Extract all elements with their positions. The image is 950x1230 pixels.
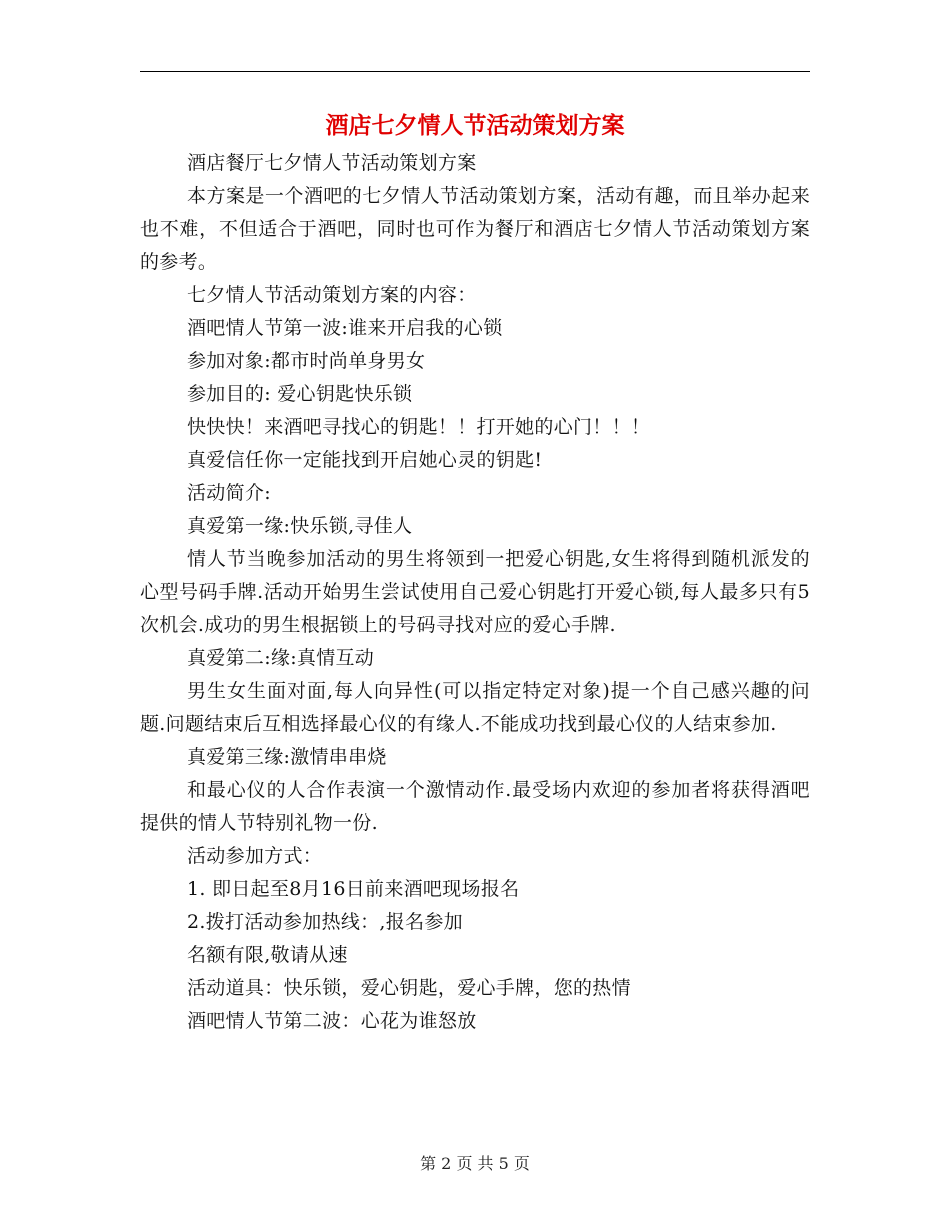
paragraph: 七夕情人节活动策划方案的内容： <box>187 284 477 306</box>
paragraph: 名额有限,敬请从速 <box>187 944 348 966</box>
paragraph: 参加目的: 爱心钥匙快乐锁 <box>187 383 413 405</box>
paragraph: 酒吧情人节第二波：心花为谁怒放 <box>187 1010 477 1032</box>
paragraph: 真爱信任你一定能找到开启她心灵的钥匙! <box>187 449 543 471</box>
paragraph: 快快快！来酒吧寻找心的钥匙！！打开她的心门！！！ <box>187 416 651 438</box>
paragraph: 真爱第二:缘:真情互动 <box>187 647 375 669</box>
paragraph: 活动道具：快乐锁，爱心钥匙，爱心手牌，您的热情 <box>187 977 631 999</box>
paragraph: 活动简介: <box>187 482 271 504</box>
paragraph: 男生女生面对面,每人向异性(可以指定特定对象)提一个自己感兴趣的问题.问题结束后互相选择最心仪的有缘人.不能成功找到最心仪的人结束参加. <box>140 680 810 735</box>
paragraph: 真爱第三缘:激情串串烧 <box>187 746 387 768</box>
paragraph: 本方案是一个酒吧的七夕情人节活动策划方案，活动有趣，而且举办起来也不难，不但适合于酒吧，同时也可作为餐厅和酒店七夕情人节活动策划方案的参考。 <box>140 185 810 273</box>
document-body <box>140 147 810 1038</box>
paragraph: 参加对象:都市时尚单身男女 <box>187 350 426 372</box>
paragraph: 酒店餐厅七夕情人节活动策划方案 <box>187 152 477 174</box>
paragraph: 和最心仪的人合作表演一个激情动作.最受场内欢迎的参加者将获得酒吧提供的情人节特别礼物一份. <box>140 779 810 834</box>
page-footer: 第 2 页 共 5 页 <box>420 1154 530 1173</box>
header-rule <box>140 71 810 72</box>
document-title: 酒店七夕情人节活动策划方案 <box>325 113 625 139</box>
paragraph: 真爱第一缘:快乐锁,寻佳人 <box>187 515 413 537</box>
paragraph: 酒吧情人节第一波:谁来开启我的心锁 <box>187 317 503 339</box>
paragraph: 活动参加方式： <box>187 845 323 867</box>
paragraph: 2.拨打活动参加热线：,报名参加 <box>187 911 463 933</box>
paragraph: 情人节当晚参加活动的男生将领到一把爱心钥匙,女生将得到随机派发的心型号码手牌.活动开始男生尝试使用自己爱心钥匙打开爱心锁,每人最多只有5次机会.成功的男生根据锁上的号码寻找对应的爱心手牌. <box>140 548 810 636</box>
paragraph: 1. 即日起至8月16日前来酒吧现场报名 <box>187 878 520 900</box>
